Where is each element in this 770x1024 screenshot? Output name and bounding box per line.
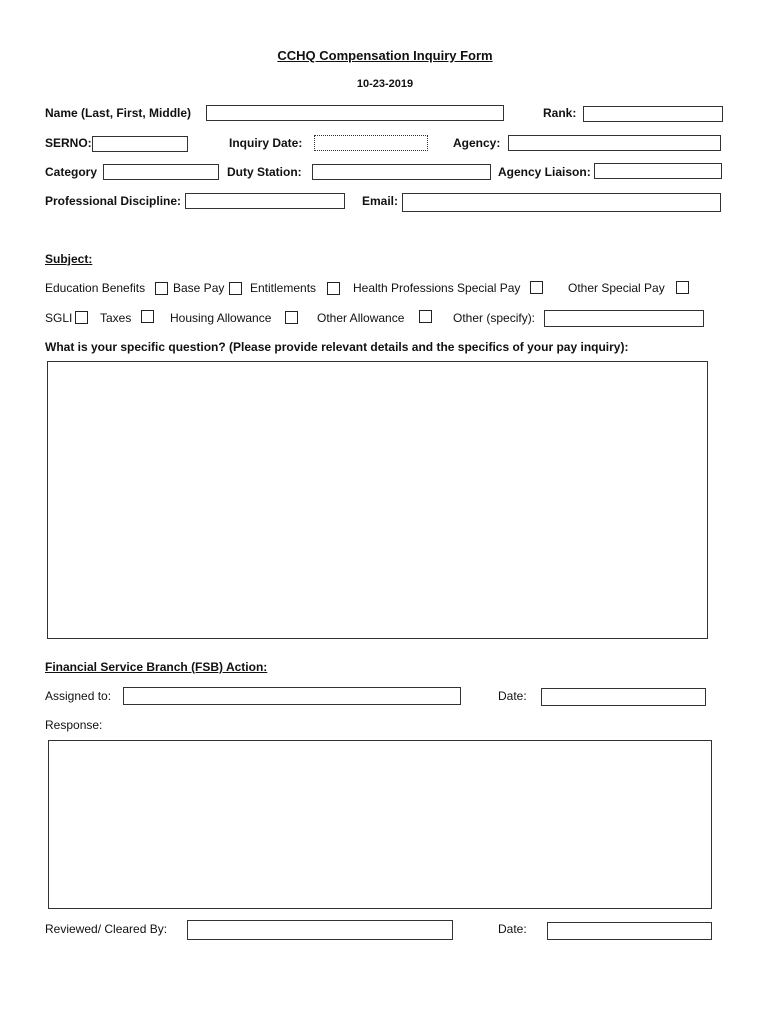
- serno-field[interactable]: [92, 136, 188, 152]
- sgli-checkbox[interactable]: [75, 311, 88, 324]
- category-field[interactable]: [103, 164, 219, 180]
- email-field[interactable]: [402, 193, 721, 212]
- rank-field[interactable]: [583, 106, 723, 122]
- option-sgli-label: SGLI: [45, 311, 73, 325]
- reviewed-cleared-by-label: Reviewed/ Cleared By:: [45, 922, 168, 936]
- health-professions-special-pay-checkbox[interactable]: [530, 281, 543, 294]
- duty-station-label: Duty Station:: [227, 165, 302, 179]
- inquiry-date-label: Inquiry Date:: [229, 136, 303, 150]
- option-taxes-label: Taxes: [100, 311, 132, 325]
- base-pay-checkbox[interactable]: [229, 282, 242, 295]
- taxes-checkbox[interactable]: [141, 310, 154, 323]
- agency-liaison-label: Agency Liaison:: [498, 165, 591, 179]
- option-other-specify-label: Other (specify):: [453, 311, 536, 325]
- form-date: 10-23-2019: [356, 78, 414, 90]
- category-label: Category: [45, 165, 98, 179]
- serno-label: SERNO:: [45, 136, 92, 150]
- question-label: What is your specific question? (Please provide relevant details and the specifics of your pay inquiry):: [45, 340, 629, 354]
- agency-label: Agency:: [453, 136, 501, 150]
- agency-field[interactable]: [508, 135, 721, 151]
- education-benefits-checkbox[interactable]: [155, 282, 168, 295]
- fsb-heading: Financial Service Branch (FSB) Action:: [45, 660, 268, 674]
- fsb-date-label: Date:: [498, 689, 527, 703]
- form-title: CCHQ Compensation Inquiry Form: [277, 48, 493, 63]
- assigned-to-label: Assigned to:: [45, 689, 112, 703]
- option-other-allowance-label: Other Allowance: [317, 311, 405, 325]
- inquiry-date-field[interactable]: [314, 135, 428, 151]
- duty-station-field[interactable]: [312, 164, 491, 180]
- professional-discipline-field[interactable]: [185, 193, 345, 209]
- professional-discipline-label: Professional Discipline:: [45, 194, 182, 208]
- question-textarea[interactable]: [47, 361, 708, 639]
- entitlements-checkbox[interactable]: [327, 282, 340, 295]
- other-allowance-checkbox[interactable]: [419, 310, 432, 323]
- reviewed-date-field[interactable]: [547, 922, 712, 940]
- option-education-benefits-label: Education Benefits: [45, 281, 146, 295]
- option-base-pay-label: Base Pay: [173, 281, 225, 295]
- response-textarea[interactable]: [48, 740, 712, 909]
- option-housing-allowance-label: Housing Allowance: [170, 311, 272, 325]
- subject-heading: Subject:: [45, 252, 93, 266]
- rank-label: Rank:: [543, 106, 577, 120]
- email-label: Email:: [362, 194, 399, 208]
- name-label: Name (Last, First, Middle): [45, 106, 192, 120]
- other-special-pay-checkbox[interactable]: [676, 281, 689, 294]
- reviewed-cleared-by-field[interactable]: [187, 920, 453, 940]
- option-entitlements-label: Entitlements: [250, 281, 317, 295]
- name-field[interactable]: [206, 105, 504, 121]
- assigned-to-field[interactable]: [123, 687, 461, 705]
- other-specify-field[interactable]: [544, 310, 704, 327]
- option-other-special-pay-label: Other Special Pay: [568, 281, 665, 295]
- response-label: Response:: [45, 718, 103, 732]
- fsb-date-field[interactable]: [541, 688, 706, 706]
- housing-allowance-checkbox[interactable]: [285, 311, 298, 324]
- agency-liaison-field[interactable]: [594, 163, 722, 179]
- option-health-professions-special-pay-label: Health Professions Special Pay: [353, 281, 521, 295]
- reviewed-date-label: Date:: [498, 922, 527, 936]
